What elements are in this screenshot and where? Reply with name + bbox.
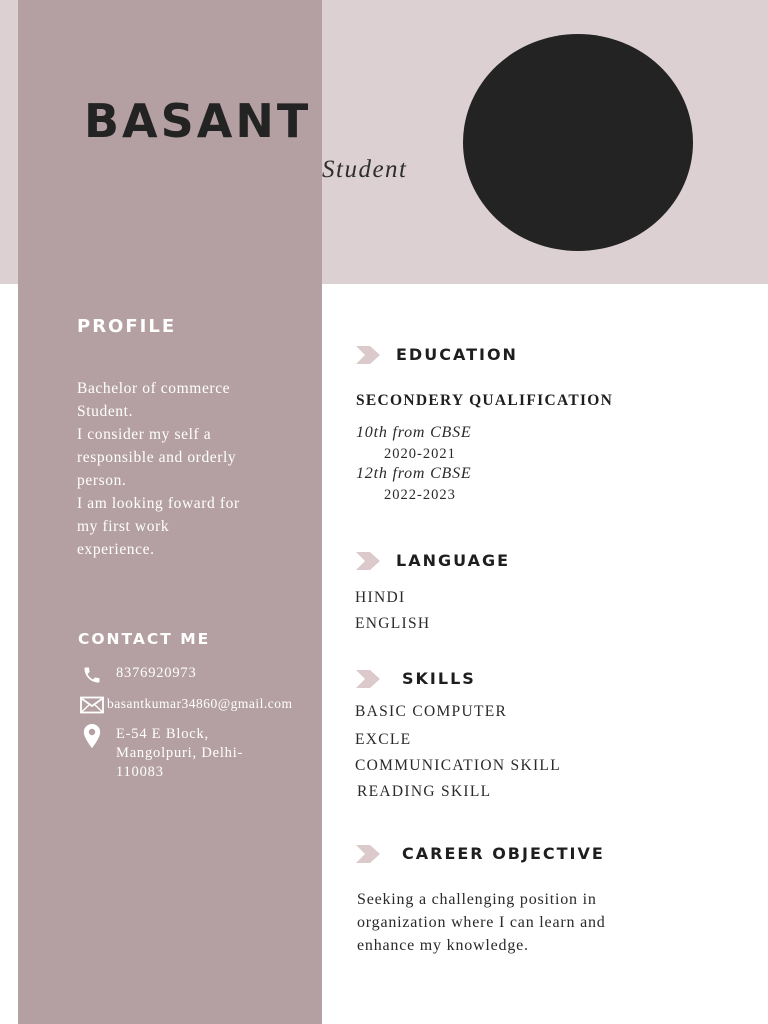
chevron-right-icon	[356, 346, 382, 364]
chevron-right-icon	[356, 552, 382, 570]
skill-item: READING SKILL	[357, 783, 492, 800]
education-item-title: 12th from CBSE	[356, 465, 472, 482]
education-item-years: 2022-2023	[384, 487, 456, 503]
language-heading	[356, 551, 510, 570]
language-item: ENGLISH	[355, 615, 431, 632]
chevron-right-icon	[356, 845, 382, 863]
profile-line: Bachelor of commerce	[77, 380, 231, 397]
education-item-years: 2020-2021	[384, 446, 456, 462]
address-line: 110083	[116, 764, 164, 780]
skill-item: COMMUNICATION SKILL	[355, 757, 561, 774]
profile-line: I consider my self a	[77, 426, 212, 443]
profile-line: Student.	[77, 403, 134, 420]
contact-phone-row	[80, 664, 197, 686]
address-line: E-54 E Block,	[116, 726, 209, 742]
profile-text	[77, 377, 287, 561]
mail-icon	[80, 694, 104, 716]
profile-line: responsible and orderly	[77, 449, 237, 466]
education-item-title: 10th from CBSE	[356, 424, 472, 441]
person-role: Student	[322, 156, 408, 183]
career-objective-text	[357, 888, 687, 957]
career-objective-line: organization where I can learn and	[357, 914, 606, 931]
career-objective-line: enhance my knowledge.	[357, 937, 529, 954]
location-pin-icon	[80, 725, 104, 747]
education-heading	[356, 345, 518, 364]
skill-item: EXCLE	[355, 731, 412, 748]
education-subheading: SECONDERY QUALIFICATION	[356, 392, 614, 409]
contact-address-row	[80, 725, 291, 782]
contact-phone-value: 8376920973	[116, 665, 197, 681]
skill-item: BASIC COMPUTER	[355, 703, 508, 720]
language-item: HINDI	[355, 589, 406, 606]
career-objective-line: Seeking a challenging position in	[357, 891, 597, 908]
person-name: BASANT	[84, 94, 312, 148]
career-objective-heading-label: CAREER OBJECTIVE	[402, 844, 605, 863]
contact-email-row	[80, 694, 293, 716]
profile-photo-placeholder	[463, 34, 693, 251]
profile-line: person.	[77, 472, 127, 489]
language-heading-label: LANGUAGE	[396, 551, 511, 570]
skills-heading-label: SKILLS	[402, 669, 476, 688]
education-heading-label: EDUCATION	[396, 345, 518, 364]
address-line: Mangolpuri, Delhi-	[116, 745, 244, 761]
skills-heading	[356, 669, 476, 688]
profile-line: I am looking foward for	[77, 495, 240, 512]
profile-heading: PROFILE	[77, 316, 177, 337]
contact-address-value	[116, 725, 291, 782]
chevron-right-icon	[356, 670, 382, 688]
phone-icon	[80, 664, 104, 686]
profile-line: my first work	[77, 518, 170, 535]
profile-line: experience.	[77, 541, 155, 558]
contact-heading: CONTACT ME	[78, 630, 211, 648]
career-objective-heading	[356, 844, 605, 863]
contact-email-value: basantkumar34860@gmail.com	[107, 696, 293, 711]
